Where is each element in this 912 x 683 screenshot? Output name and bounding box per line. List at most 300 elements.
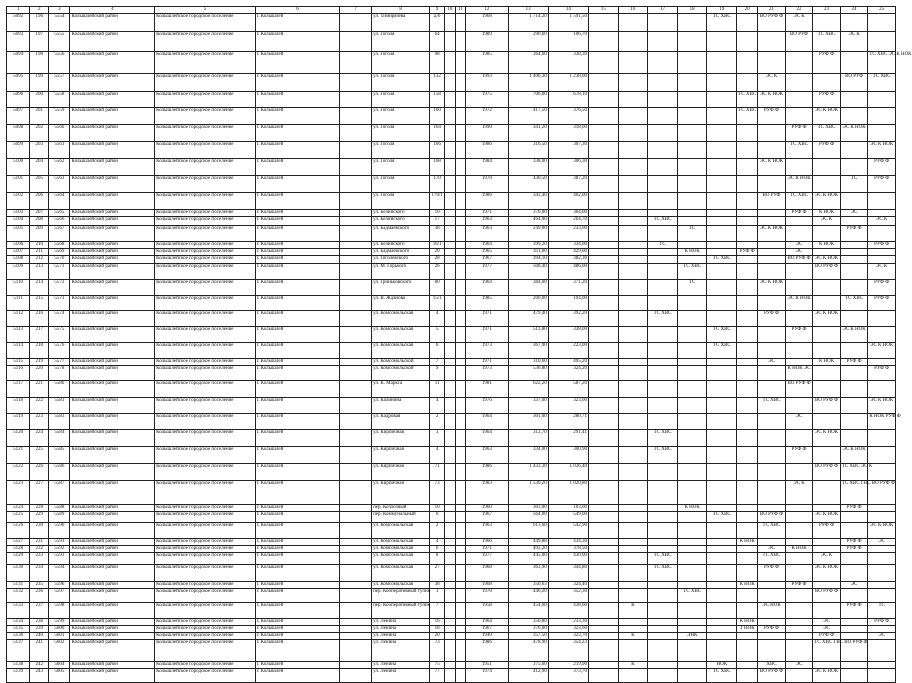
work-type-cell	[648, 523, 678, 539]
street-cell: ул. Гоголя	[372, 108, 430, 125]
blank-cell	[455, 553, 466, 565]
column-header: 16	[618, 7, 648, 14]
record-id: 5558	[49, 92, 70, 108]
blank-cell	[340, 92, 372, 108]
sub-number: 223	[30, 414, 49, 430]
record-id: 5587	[49, 481, 70, 505]
work-type-cell: ТС ХВС	[785, 142, 813, 159]
record-id: 5573	[49, 296, 70, 311]
work-type-cell: ТС ХВС	[707, 14, 737, 32]
work-type-cell	[588, 464, 618, 481]
column-header: 18	[677, 7, 707, 14]
year-cell: 1986	[466, 640, 508, 662]
settlement-cell: Колышлейское городское поселение	[155, 226, 256, 242]
work-type-cell: К	[618, 603, 648, 619]
blank-cell	[340, 539, 372, 546]
district-cell: Колышлейский район	[70, 32, 155, 52]
blank-cell	[445, 512, 456, 523]
work-type-cell	[840, 14, 868, 32]
house-number-cell: 7	[430, 359, 445, 366]
blank-cell	[340, 619, 372, 626]
work-type-cell: К НОК	[813, 359, 841, 366]
year-cell: 1977	[466, 553, 508, 565]
table-row	[7, 464, 896, 481]
district-cell: Колышлейский район	[70, 523, 155, 539]
sub-number: 211	[30, 249, 49, 256]
area-total-cell: 363,90	[508, 565, 548, 582]
work-type-cell	[677, 553, 707, 565]
work-type-cell: ТС ХВС	[840, 296, 868, 311]
work-type-cell: К НОК	[737, 539, 758, 546]
house-number-cell: 4	[430, 539, 445, 546]
street-cell: ул. Комсомольская	[372, 546, 430, 553]
blank-cell	[455, 539, 466, 546]
house-number-cell: 38	[430, 226, 445, 242]
row-number: 5112	[7, 311, 30, 327]
record-id: 5583	[49, 414, 70, 430]
sub-number: 202	[30, 125, 49, 142]
row-number: 5093	[7, 32, 30, 52]
settlement-cell: Колышлейское городское поселение	[155, 565, 256, 582]
settlement-cell: Колышлейское городское поселение	[155, 481, 256, 505]
work-type-cell	[677, 193, 707, 210]
work-type-cell	[588, 366, 618, 381]
work-type-cell	[813, 539, 841, 546]
work-type-cell	[737, 210, 758, 217]
work-type-cell	[868, 125, 896, 142]
area-living-cell: 587,20	[548, 381, 588, 398]
work-type-cell	[618, 159, 648, 176]
blank-cell	[340, 414, 372, 430]
city-cell: г. Колышлей	[255, 430, 340, 447]
work-type-cell	[868, 505, 896, 512]
work-type-cell	[707, 619, 737, 626]
sub-number: 226	[30, 464, 49, 481]
settlement-cell: Колышлейское городское поселение	[155, 296, 256, 311]
street-cell: ул. Ленина	[372, 626, 430, 633]
table-row	[7, 343, 896, 359]
settlement-cell: Колышлейское городское поселение	[155, 512, 256, 523]
work-type-cell: ТС ХВС	[737, 92, 758, 108]
work-type-cell	[648, 398, 678, 414]
work-type-cell	[707, 311, 737, 327]
street-cell: ул. Комсомольской	[372, 366, 430, 381]
sub-number: 208	[30, 217, 49, 226]
work-type-cell	[707, 92, 737, 108]
row-number: 5131	[7, 582, 30, 589]
record-id: 5575	[49, 327, 70, 343]
work-type-cell: РУФ Ф	[868, 296, 896, 311]
house-number-cell: 26	[430, 264, 445, 280]
work-type-cell	[813, 159, 841, 176]
row-number: 5123	[7, 481, 30, 505]
work-type-cell	[737, 640, 758, 662]
blank-cell	[455, 142, 466, 159]
work-type-cell	[618, 565, 648, 582]
table-row	[7, 193, 896, 210]
sub-number: 232	[30, 546, 49, 553]
house-number-cell: 20	[430, 633, 445, 640]
district-cell: Колышлейский район	[70, 414, 155, 430]
area-total-cell: 536,80	[508, 366, 548, 381]
district-cell: Колышлейский район	[70, 159, 155, 176]
work-type-cell	[737, 430, 758, 447]
year-cell: 1974	[466, 669, 508, 683]
work-type-cell	[785, 398, 813, 414]
work-type-cell	[840, 343, 868, 359]
work-type-cell	[785, 280, 813, 296]
table-row	[7, 52, 896, 74]
sub-number: 224	[30, 430, 49, 447]
work-type-cell	[677, 464, 707, 481]
blank-cell	[340, 546, 372, 553]
work-type-cell	[618, 92, 648, 108]
settlement-cell: Колышлейское городское поселение	[155, 249, 256, 256]
work-type-cell: ТС ХВС	[677, 589, 707, 603]
blank-cell	[340, 398, 372, 414]
work-type-cell	[677, 176, 707, 193]
work-type-cell: ТС	[677, 226, 707, 242]
city-cell: г. Колышлей	[255, 142, 340, 159]
work-type-cell: РУФ Ф	[840, 359, 868, 366]
work-type-cell	[618, 589, 648, 603]
district-cell: Колышлейский район	[70, 280, 155, 296]
year-cell: 1964	[466, 619, 508, 626]
record-id: 5589	[49, 512, 70, 523]
table-row	[7, 249, 896, 256]
year-cell: 1984	[466, 159, 508, 176]
street-cell: ул. Кирпичная	[372, 481, 430, 505]
work-type-cell	[840, 280, 868, 296]
work-type-cell	[813, 226, 841, 242]
blank-cell	[340, 296, 372, 311]
record-id: 5565	[49, 210, 70, 217]
work-type-cell	[868, 249, 896, 256]
work-type-cell: ТС	[648, 242, 678, 249]
work-type-cell	[648, 193, 678, 210]
record-id: 5570	[49, 256, 70, 264]
city-cell: г. Колышлей	[255, 249, 340, 256]
work-type-cell	[840, 669, 868, 683]
work-type-cell	[618, 430, 648, 447]
work-type-cell	[868, 669, 896, 683]
blank-cell	[340, 74, 372, 92]
blank-cell	[445, 505, 456, 512]
street-cell: пер. Коммунальный	[372, 512, 430, 523]
area-total-cell: 376,00	[508, 626, 548, 633]
district-cell: Колышлейский район	[70, 242, 155, 249]
record-id: 5590	[49, 523, 70, 539]
work-type-cell	[758, 430, 786, 447]
work-type-cell	[707, 249, 737, 256]
blank-cell	[340, 193, 372, 210]
city-cell: г. Колышлей	[255, 640, 340, 662]
work-type-cell	[648, 327, 678, 343]
settlement-cell: Колышлейское городское поселение	[155, 108, 256, 125]
area-living-cell: 1 591,50	[548, 14, 588, 32]
work-type-cell	[618, 398, 648, 414]
work-type-cell	[588, 414, 618, 430]
work-type-cell: ЭС К НОК	[785, 296, 813, 311]
table-row	[7, 32, 896, 52]
house-number-cell: 2	[430, 414, 445, 430]
work-type-cell: ЭНК	[677, 633, 707, 640]
record-id: 5581	[49, 398, 70, 414]
work-type-cell: ВО РУФ Ф	[813, 464, 841, 481]
work-type-cell	[588, 296, 618, 311]
work-type-cell	[758, 32, 786, 52]
record-id: 5586	[49, 464, 70, 481]
work-type-cell	[648, 249, 678, 256]
house-number-cell: 11	[430, 381, 445, 398]
work-type-cell	[813, 662, 841, 669]
row-number: 5109	[7, 264, 30, 280]
work-type-cell	[618, 669, 648, 683]
work-type-cell	[737, 633, 758, 640]
blank-cell	[455, 430, 466, 447]
work-type-cell	[588, 343, 618, 359]
record-id: 5588	[49, 505, 70, 512]
blank-cell	[445, 217, 456, 226]
work-type-cell: ТС ХВС	[648, 565, 678, 582]
year-cell: 1971	[466, 546, 508, 553]
year-cell: 1977	[466, 264, 508, 280]
work-type-cell	[707, 626, 737, 633]
table-row	[7, 108, 896, 125]
sub-number: 228	[30, 505, 49, 512]
table-row	[7, 669, 896, 683]
blank-cell	[445, 633, 456, 640]
blank-cell	[445, 619, 456, 626]
blank-cell	[340, 662, 372, 669]
work-type-cell: ЭС К НОК	[813, 669, 841, 683]
work-type-cell	[618, 327, 648, 343]
street-cell: пер. Колхозный	[372, 505, 430, 512]
work-type-cell: ЭС	[785, 414, 813, 430]
area-total-cell: 303,00	[508, 505, 548, 512]
work-type-cell: РУФ Ф	[758, 311, 786, 327]
work-type-cell	[840, 414, 868, 430]
work-type-cell	[840, 366, 868, 381]
settlement-cell: Колышлейское городское поселение	[155, 603, 256, 619]
street-cell: пер. Кооперативный тупик	[372, 603, 430, 619]
district-cell: Колышлейский район	[70, 14, 155, 32]
work-type-cell	[758, 640, 786, 662]
blank-cell	[340, 633, 372, 640]
blank-cell	[455, 14, 466, 32]
row-number: 5103	[7, 210, 30, 217]
work-type-cell	[813, 582, 841, 589]
street-cell: ул. Комсомольская	[372, 343, 430, 359]
table-row	[7, 296, 896, 311]
blank-cell	[445, 32, 456, 52]
work-type-cell	[618, 176, 648, 193]
year-cell: 1963	[466, 226, 508, 242]
settlement-cell: Колышлейское городское поселение	[155, 217, 256, 226]
table-row	[7, 366, 896, 381]
work-type-cell	[868, 226, 896, 242]
area-living-cell: 264,70	[548, 217, 588, 226]
work-type-cell: ЭС К НОК	[813, 430, 841, 447]
year-cell: 1985	[466, 52, 508, 74]
column-header: 21	[758, 7, 786, 14]
work-type-cell: РУФ Ф	[813, 52, 841, 74]
year-cell: 1966	[466, 539, 508, 546]
work-type-cell: ЭС К	[813, 217, 841, 226]
blank-cell	[445, 565, 456, 582]
blank-cell	[445, 366, 456, 381]
settlement-cell: Колышлейское городское поселение	[155, 125, 256, 142]
row-number: 5126	[7, 523, 30, 539]
district-cell: Колышлейский район	[70, 640, 155, 662]
district-cell: Колышлейский район	[70, 669, 155, 683]
work-type-cell: К НОК	[813, 210, 841, 217]
area-total-cell: 445,00	[508, 553, 548, 565]
settlement-cell: Колышлейское городское поселение	[155, 92, 256, 108]
sub-number: 203	[30, 142, 49, 159]
work-type-cell: ТС	[840, 176, 868, 193]
work-type-cell	[677, 603, 707, 619]
house-number-cell: 10	[430, 210, 445, 217]
work-type-cell	[868, 256, 896, 264]
house-number-cell: 7	[430, 603, 445, 619]
street-cell: ул. Ленина	[372, 640, 430, 662]
work-type-cell: ТС ХВС ГВС ВО РУФ Ф	[813, 640, 841, 662]
house-number-cell: 73	[430, 481, 445, 505]
work-type-cell	[840, 589, 868, 603]
work-type-cell	[707, 359, 737, 366]
house-number-cell: 170	[430, 176, 445, 193]
area-total-cell: 316,50	[508, 142, 548, 159]
work-type-cell: ЭС	[758, 546, 786, 553]
work-type-cell	[737, 343, 758, 359]
work-type-cell	[737, 669, 758, 683]
blank-cell	[340, 481, 372, 505]
blank-cell	[340, 447, 372, 464]
area-total-cell: 394,10	[508, 256, 548, 264]
area-living-cell: 354,23	[548, 640, 588, 662]
work-type-cell	[758, 210, 786, 217]
work-type-cell: ЭС К	[785, 14, 813, 32]
work-type-cell	[707, 366, 737, 381]
area-living-cell: 233,00	[548, 226, 588, 242]
work-type-cell	[785, 539, 813, 546]
table-row	[7, 14, 896, 32]
record-id: 5602	[49, 640, 70, 662]
work-type-cell	[785, 159, 813, 176]
work-type-cell	[677, 159, 707, 176]
work-type-cell: ЭС К НОК	[868, 343, 896, 359]
column-header: 5	[155, 7, 256, 14]
area-total-cell: 411,00	[508, 249, 548, 256]
district-cell: Колышлейский район	[70, 226, 155, 242]
district-cell: Колышлейский район	[70, 553, 155, 565]
work-type-cell	[868, 327, 896, 343]
row-number: 5095	[7, 74, 30, 92]
work-type-cell	[618, 381, 648, 398]
work-type-cell	[618, 226, 648, 242]
settlement-cell: Колышлейское городское поселение	[155, 464, 256, 481]
work-type-cell: ЭС К НОК	[868, 142, 896, 159]
work-type-cell	[758, 52, 786, 74]
blank-cell	[455, 226, 466, 242]
blank-cell	[455, 523, 466, 539]
work-type-cell	[618, 280, 648, 296]
settlement-cell: Колышлейское городское поселение	[155, 264, 256, 280]
work-type-cell	[588, 640, 618, 662]
work-type-cell	[677, 242, 707, 249]
work-type-cell	[648, 546, 678, 553]
blank-cell	[455, 125, 466, 142]
table-row	[7, 264, 896, 280]
work-type-cell: ЭС К НОК	[840, 125, 868, 142]
work-type-cell	[758, 619, 786, 626]
work-type-cell	[618, 640, 648, 662]
house-number-cell: 64	[430, 32, 445, 52]
work-type-cell	[677, 311, 707, 327]
work-type-cell	[707, 481, 737, 505]
city-cell: г. Колышлей	[255, 481, 340, 505]
work-type-cell	[677, 125, 707, 142]
work-type-cell	[648, 539, 678, 546]
work-type-cell: ВО РУФ Ф	[758, 14, 786, 32]
settlement-cell: Колышлейское городское поселение	[155, 327, 256, 343]
work-type-cell	[785, 108, 813, 125]
table-row	[7, 381, 896, 398]
record-id: 5557	[49, 74, 70, 92]
work-type-cell	[588, 210, 618, 217]
work-type-cell	[648, 14, 678, 32]
sub-number: 210	[30, 242, 49, 249]
street-cell: ул. Гоголя	[372, 52, 430, 74]
work-type-cell	[648, 343, 678, 359]
street-cell: ул. Ленина	[372, 633, 430, 640]
work-type-cell	[737, 226, 758, 242]
work-type-cell	[677, 14, 707, 32]
area-living-cell: 376,50	[548, 108, 588, 125]
year-cell: 1971	[466, 359, 508, 366]
sub-number: 196	[30, 14, 49, 32]
work-type-cell	[588, 381, 618, 398]
blank-cell	[445, 582, 456, 589]
blank-cell	[340, 343, 372, 359]
work-type-cell	[707, 142, 737, 159]
record-id: 5592	[49, 546, 70, 553]
work-type-cell	[737, 176, 758, 193]
table-row	[7, 582, 896, 589]
house-number-cell: 132	[430, 74, 445, 92]
work-type-cell	[648, 142, 678, 159]
city-cell: г. Колышлей	[255, 343, 340, 359]
work-type-cell	[840, 626, 868, 633]
blank-cell	[340, 32, 372, 52]
blank-cell	[445, 430, 456, 447]
street-cell: ул. Ленина	[372, 669, 430, 683]
settlement-cell: Колышлейское городское поселение	[155, 553, 256, 565]
work-type-cell	[677, 626, 707, 633]
street-cell: ул. Кирпичная	[372, 430, 430, 447]
city-cell: г. Колышлей	[255, 366, 340, 381]
blank-cell	[340, 381, 372, 398]
work-type-cell	[677, 108, 707, 125]
row-number: 5134	[7, 619, 30, 626]
work-type-cell	[737, 52, 758, 74]
row-number: 5099	[7, 142, 30, 159]
work-type-cell: ТС ХВС	[648, 447, 678, 464]
row-number: 5137	[7, 640, 30, 662]
table-row	[7, 633, 896, 640]
year-cell: 1964	[466, 280, 508, 296]
